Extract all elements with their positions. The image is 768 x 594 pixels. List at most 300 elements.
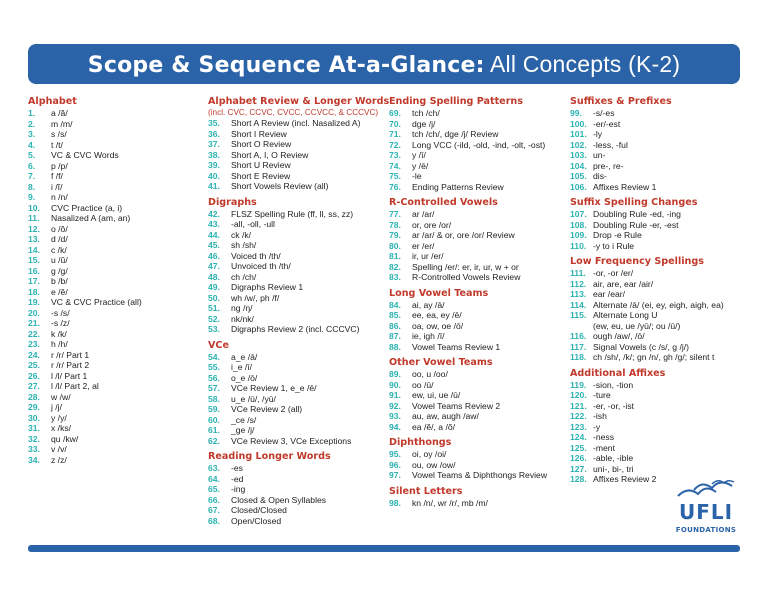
lesson-number: 86. (389, 320, 401, 331)
lesson-title: ar /ar/ (412, 209, 435, 219)
lesson-title: Long VCC (-ild, -old, -ind, -olt, -ost) (412, 139, 546, 150)
section-heading: Digraphs (208, 196, 257, 208)
lesson-title: ck /k/ (231, 229, 252, 240)
lesson-item (28, 276, 200, 287)
lesson-item (570, 352, 742, 363)
section-heading: Other Vowel Teams (389, 357, 493, 368)
lesson-title: nk/nk/ (231, 313, 254, 324)
lesson-title: u_e /ū/, /yū/ (231, 393, 276, 404)
lesson-item (389, 470, 564, 481)
lesson-item (389, 230, 564, 241)
lesson-title: oa, ow, oe /ō/ (412, 320, 464, 331)
lesson-title: Short I Review (231, 128, 287, 139)
lesson-number: 51. (208, 303, 220, 314)
lesson-number: 121. (570, 400, 587, 411)
lesson-item (28, 392, 200, 403)
section-heading: R-Controlled Vowels (389, 197, 498, 208)
lesson-item (208, 240, 383, 251)
lesson-title: -ing (231, 484, 246, 495)
bottom-bar (28, 545, 740, 552)
lesson-title: l /l/ Part 1 (51, 370, 88, 381)
lesson-number: 52. (208, 313, 220, 324)
lesson-title: sh /sh/ (231, 240, 257, 251)
section-heading: Alphabet Review & Longer Words (208, 96, 390, 107)
lesson-item (28, 329, 200, 340)
lesson-title: er /er/ (412, 240, 435, 251)
lesson-item (208, 293, 383, 304)
lesson-item (570, 411, 742, 422)
lesson-item (28, 339, 200, 350)
lesson-item (389, 171, 564, 182)
lesson-item (208, 139, 383, 150)
lesson-number: 50. (208, 292, 220, 303)
lesson-title: -y to i Rule (593, 240, 635, 251)
lesson-item (389, 161, 564, 172)
lesson-number: 91. (389, 390, 401, 400)
lesson-title: air, are, ear /air/ (593, 278, 654, 289)
lesson-item (208, 505, 383, 516)
lesson-number: 117. (570, 341, 587, 352)
lesson-number: 119. (570, 379, 587, 390)
lesson-item (570, 119, 742, 130)
lesson-item (389, 310, 564, 321)
lesson-title: oi, oy /oi/ (412, 449, 447, 459)
lesson-number: 106. (570, 181, 587, 192)
lesson-title: -ture (593, 390, 611, 400)
lesson-number: 101. (570, 129, 587, 139)
lesson-title: i /ĭ/ (51, 181, 63, 192)
section-heading: Low Frequency Spellings (570, 256, 704, 267)
section-heading: Reading Longer Words (208, 451, 331, 463)
lesson-item (389, 119, 564, 130)
lesson-item (389, 401, 564, 412)
section-heading: VCe (208, 339, 229, 351)
lesson-item (28, 192, 200, 203)
lesson-number: 92. (389, 400, 401, 411)
lesson-item (389, 331, 564, 342)
lesson-number: 11. (28, 213, 40, 223)
lesson-title: -or, -or /er/ (593, 268, 634, 278)
lesson-item (389, 390, 564, 401)
lesson-item (389, 498, 564, 509)
lesson-item (208, 118, 383, 129)
lesson-item (389, 262, 564, 273)
lesson-number: 71. (389, 129, 401, 139)
lesson-number: 90. (389, 379, 401, 390)
lesson-title: h /h/ (51, 339, 68, 349)
lesson-item (208, 495, 383, 506)
lesson-title: Doubling Rule -er, -est (593, 219, 679, 230)
lesson-number: 107. (570, 209, 587, 219)
lesson-item (208, 436, 383, 447)
lesson-number: 70. (389, 118, 401, 129)
lesson-title: ai, ay /ā/ (412, 299, 445, 310)
lesson-title: t /t/ (51, 139, 63, 150)
lesson-number: 110. (570, 240, 587, 251)
lesson-number: 89. (389, 369, 401, 379)
lesson-item (28, 413, 200, 424)
lesson-number: 66. (208, 494, 220, 505)
lesson-title: d /d/ (51, 234, 68, 244)
page-title-bold: Scope & Sequence At-a-Glance: (87, 52, 485, 78)
lesson-number: 53. (208, 324, 220, 335)
lesson-title: -le (412, 171, 422, 181)
lesson-number: 31. (28, 423, 40, 433)
lesson-item (208, 324, 383, 335)
lesson-number: 40. (208, 170, 220, 181)
lesson-item (28, 108, 200, 119)
lesson-title: ea /ĕ/, a /ŏ/ (412, 421, 455, 432)
lesson-number: 127. (570, 463, 587, 474)
lesson-item (28, 129, 200, 140)
lesson-item (389, 300, 564, 311)
lesson-item (28, 161, 200, 172)
lesson-item (389, 129, 564, 140)
lesson-title: Digraphs Review 1 (231, 282, 304, 293)
title-banner (28, 44, 740, 84)
lesson-title: _ge /j/ (231, 425, 255, 436)
lesson-title: FLSZ Spelling Rule (ff, ll, ss, zz) (231, 208, 354, 219)
lesson-title: or, ore /or/ (412, 219, 452, 230)
lesson-number: 43. (208, 219, 220, 230)
lesson-number: 102. (570, 139, 587, 150)
lesson-number: 27. (28, 381, 40, 391)
lesson-item (570, 241, 742, 252)
lesson-number: 23. (28, 339, 40, 349)
lesson-number: 109. (570, 230, 587, 240)
lesson-item (570, 171, 742, 182)
lesson-item (28, 234, 200, 245)
lesson-title: ar /ar/ & or, ore /or/ Review (412, 230, 515, 240)
lesson-item (28, 402, 200, 413)
lesson-number: 14. (28, 244, 40, 255)
lesson-number: 72. (389, 139, 401, 150)
lesson-title: e /ĕ/ (51, 286, 68, 297)
lesson-item (28, 297, 200, 308)
lesson-number: 9. (28, 192, 36, 202)
lesson-item (570, 220, 742, 231)
lesson-title: b /b/ (51, 276, 68, 286)
lesson-number: 67. (208, 505, 220, 516)
lesson-number: 39. (208, 160, 220, 171)
lesson-item (570, 432, 742, 443)
lesson-number: 87. (389, 331, 401, 341)
lesson-number: 111. (570, 268, 586, 278)
lesson-item (389, 321, 564, 332)
lesson-title: Short A Review (incl. Nasalized A) (231, 118, 361, 129)
lesson-number: 122. (570, 411, 587, 421)
lesson-title: -ly (593, 129, 603, 139)
lesson-number: 68. (208, 515, 220, 526)
lesson-item (28, 318, 200, 329)
lesson-number: 56. (208, 372, 220, 383)
lesson-item (208, 516, 383, 527)
lesson-title: -ment (593, 442, 615, 453)
lesson-item (570, 453, 742, 464)
lesson-title: -ness (593, 432, 615, 442)
lesson-number: 63. (208, 463, 220, 474)
lesson-item (570, 443, 742, 454)
lesson-title: -ish (593, 411, 607, 421)
lesson-item (208, 373, 383, 384)
lesson-item (570, 129, 742, 140)
lesson-number: 62. (208, 435, 220, 446)
lesson-title: R-Controlled Vowels Review (412, 272, 521, 282)
lesson-number: 124. (570, 432, 587, 442)
lesson-title: ou, ow /ow/ (412, 459, 456, 470)
lesson-number: 76. (389, 181, 401, 192)
lesson-item (28, 119, 200, 130)
lesson-number: 59. (208, 404, 220, 415)
lesson-title: VCe Review 3, VCe Exceptions (231, 435, 352, 446)
lesson-number: 108. (570, 219, 587, 230)
lesson-title: a_e /ā/ (231, 351, 258, 362)
lesson-title: ch /sh/, /k/; gn /n/, gh /g/; silent t (593, 352, 715, 362)
lesson-number: 26. (28, 370, 40, 381)
lesson-number: 6. (28, 160, 36, 171)
lesson-title: u /ŭ/ (51, 255, 68, 265)
lesson-title: -ed (231, 473, 244, 484)
lesson-item (389, 460, 564, 471)
lesson-title: -y (593, 421, 601, 432)
lesson-item (570, 321, 742, 332)
lesson-number: 55. (208, 362, 220, 373)
lesson-item (208, 352, 383, 363)
section-heading: Long Vowel Teams (389, 287, 489, 299)
lesson-item (208, 251, 383, 262)
lesson-item (28, 266, 200, 277)
lesson-title: -s /s/ (51, 307, 70, 318)
lesson-title: tch /ch/ (412, 108, 440, 118)
lesson-item (570, 150, 742, 161)
lesson-title: VCe Review 2 (all) (231, 404, 303, 415)
lesson-number: 96. (389, 459, 401, 470)
lesson-item (208, 463, 383, 474)
lesson-number: 75. (389, 171, 401, 181)
lesson-item (208, 383, 383, 394)
lesson-title: Signal Vowels (c /s/, g /j/) (593, 341, 689, 352)
lesson-item (28, 371, 200, 382)
lesson-item (570, 161, 742, 172)
lesson-item (208, 129, 383, 140)
lesson-title: tch /ch/, dge /j/ Review (412, 129, 499, 139)
lesson-title: a /ă/ (51, 108, 68, 118)
lesson-number: 25. (28, 360, 40, 370)
section-subtitle: (incl. CVC, CCVC, CVCC, CCVCC, & CCCVC) (208, 108, 379, 117)
lesson-number: 13. (28, 234, 40, 244)
lesson-number: 118. (570, 352, 587, 362)
lesson-title: Vowel Teams & Diphthongs Review (412, 470, 548, 480)
lesson-title: ew, ui, ue /ū/ (412, 390, 461, 400)
lesson-number: 22. (28, 328, 40, 339)
lesson-title: VC & CVC Practice (all) (51, 297, 142, 307)
lesson-title: Short O Review (231, 139, 292, 150)
lesson-title: kn /n/, wr /r/, mb /m/ (412, 497, 488, 508)
lesson-item (208, 160, 383, 171)
lesson-title: p /p/ (51, 160, 68, 171)
lesson-item (208, 230, 383, 241)
lesson-item (570, 422, 742, 433)
lesson-item (28, 434, 200, 445)
lesson-item (389, 369, 564, 380)
lesson-number: 8. (28, 181, 36, 192)
lesson-item (28, 171, 200, 182)
lesson-item (389, 220, 564, 231)
lesson-title: (ew, eu, ue /yū/; ou /ū/) (593, 320, 681, 331)
lesson-item (208, 181, 383, 192)
lesson-number: 113. (570, 289, 587, 299)
column-4 (570, 95, 742, 485)
lesson-title: -all, -oll, -ull (231, 219, 275, 230)
lesson-item (208, 261, 383, 272)
lesson-number: 120. (570, 390, 587, 400)
lesson-title: VC & CVC Words (51, 150, 119, 160)
lesson-number: 28. (28, 391, 40, 402)
lesson-item (389, 411, 564, 422)
lesson-item (28, 140, 200, 151)
lesson-number: 58. (208, 393, 220, 404)
lesson-title: -es (231, 463, 243, 474)
lesson-item (208, 404, 383, 415)
lesson-title: Drop -e Rule (593, 230, 642, 240)
lesson-item (208, 303, 383, 314)
lesson-title: ear /ear/ (593, 289, 626, 299)
lesson-item (570, 401, 742, 412)
lesson-title: -less, -ful (593, 139, 628, 150)
lesson-number: 128. (570, 474, 587, 484)
lesson-title: o_e /ō/ (231, 372, 258, 383)
lesson-item (208, 415, 383, 426)
lesson-title: Doubling Rule -ed, -ing (593, 209, 681, 219)
lesson-number: 112. (570, 278, 587, 289)
lesson-item (28, 381, 200, 392)
lesson-number: 115. (570, 310, 587, 320)
lesson-title: ie, igh /ī/ (412, 331, 445, 341)
lesson-item (28, 444, 200, 455)
lesson-number: 79. (389, 230, 401, 240)
lesson-item (28, 308, 200, 319)
lesson-number: 114. (570, 299, 587, 310)
lesson-title: s /s/ (51, 129, 67, 139)
lesson-title: y /y/ (51, 412, 67, 423)
lesson-item (28, 423, 200, 434)
lesson-title: c /k/ (51, 244, 67, 255)
lesson-number: 48. (208, 271, 220, 282)
lesson-number: 4. (28, 139, 36, 150)
lesson-title: Short U Review (231, 160, 291, 171)
lesson-item (28, 350, 200, 361)
lesson-number: 38. (208, 149, 220, 160)
lesson-number: 104. (570, 160, 587, 171)
lesson-title: uni-, bi-, tri (593, 463, 634, 474)
lesson-title: r /r/ Part 1 (51, 349, 90, 360)
lesson-item (570, 310, 742, 321)
lesson-number: 57. (208, 383, 220, 394)
lesson-title: CVC Practice (a, i) (51, 202, 123, 213)
lesson-title: pre-, re- (593, 160, 624, 171)
lesson-number: 30. (28, 412, 40, 423)
lesson-title: wh /w/, ph /f/ (231, 292, 280, 303)
lesson-item (389, 150, 564, 161)
lesson-item (208, 484, 383, 495)
lesson-number: 61. (208, 425, 220, 436)
lesson-number: 24. (28, 349, 40, 360)
lesson-title: -able, -ible (593, 453, 634, 463)
lesson-number: 81. (389, 251, 401, 261)
section-heading: Silent Letters (389, 485, 463, 497)
lesson-title: n /n/ (51, 192, 68, 202)
lesson-title: z /z/ (51, 454, 67, 465)
lesson-item (570, 342, 742, 353)
lesson-number: 49. (208, 282, 220, 293)
logo-subtext: FOUNDATIONS (675, 526, 737, 534)
lesson-title: x /ks/ (51, 423, 72, 433)
lesson-item (570, 279, 742, 290)
lesson-item (570, 230, 742, 241)
lesson-item (570, 390, 742, 401)
lesson-number: 116. (570, 331, 587, 341)
lesson-number: 12. (28, 223, 40, 234)
lesson-item (570, 108, 742, 119)
lesson-number: 19. (28, 297, 40, 307)
lesson-number: 99. (570, 108, 582, 118)
lesson-item (28, 224, 200, 235)
lesson-item (570, 331, 742, 342)
lesson-number: 54. (208, 351, 220, 362)
lesson-number: 93. (389, 411, 401, 421)
lesson-title: k /k/ (51, 328, 67, 339)
lesson-item (28, 287, 200, 298)
lesson-number: 60. (208, 414, 220, 425)
lesson-item (28, 182, 200, 193)
lesson-number: 2. (28, 118, 36, 129)
lesson-number: 126. (570, 453, 587, 463)
lesson-title: dis- (593, 171, 607, 181)
column-2 (208, 95, 390, 526)
lesson-item (389, 272, 564, 283)
lesson-item (389, 380, 564, 391)
lesson-title: v /v/ (51, 444, 67, 454)
column-3 (389, 95, 564, 508)
lesson-title: Short A, I, O Review (231, 149, 309, 160)
lesson-title: Spelling /er/: er, ir, ur, w + or (412, 261, 519, 272)
lesson-number: 18. (28, 286, 40, 297)
lesson-number: 21. (28, 318, 40, 328)
lesson-number: 82. (389, 261, 401, 272)
lesson-number: 84. (389, 299, 401, 310)
lesson-title: Vowel Teams Review 1 (412, 341, 501, 352)
lesson-title: f /f/ (51, 171, 63, 181)
lesson-item (28, 255, 200, 266)
lesson-number: 45. (208, 240, 220, 251)
lesson-item (208, 362, 383, 373)
lesson-number: 94. (389, 421, 401, 432)
lesson-number: 36. (208, 128, 220, 139)
lesson-item (208, 282, 383, 293)
lesson-number: 33. (28, 444, 40, 454)
lesson-number: 20. (28, 307, 40, 318)
lesson-item (208, 209, 383, 220)
lesson-title: w /w/ (51, 391, 71, 402)
lesson-title: j /j/ (51, 402, 62, 412)
lesson-number: 98. (389, 497, 401, 508)
lesson-title: Open/Closed (231, 515, 282, 526)
lesson-title: y /ē/ (412, 160, 429, 171)
lesson-item (570, 380, 742, 391)
lesson-title: ough /aw/, /ō/ (593, 331, 645, 341)
lesson-title: Closed & Open Syllables (231, 494, 327, 505)
lesson-title: _ce /s/ (231, 414, 257, 425)
